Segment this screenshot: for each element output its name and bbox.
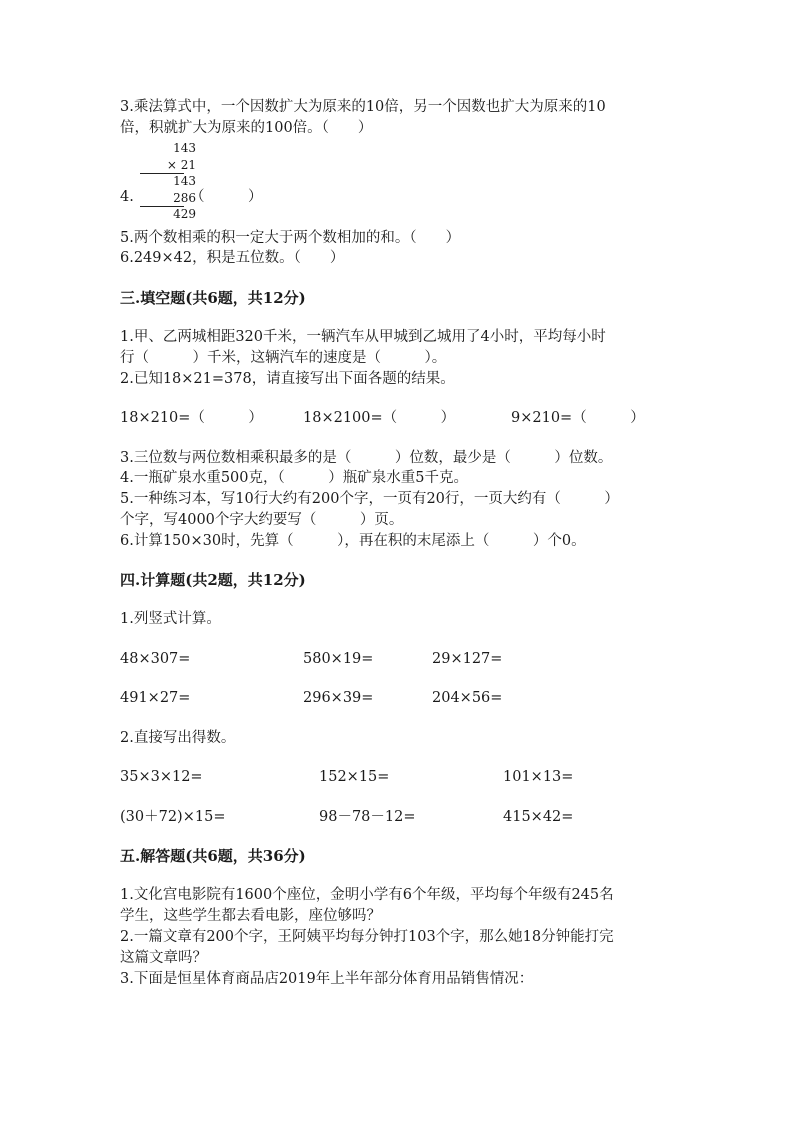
calc-q1-r2-c1: 491×27= <box>120 690 191 706</box>
judge-q6: 6.249×42，积是五位数。（ ） <box>120 250 345 266</box>
vertical-multiplier: × 21 <box>166 157 196 172</box>
calc-q1-r2-c3: 204×56= <box>432 690 503 706</box>
judge-q4-paren: （ ） <box>190 189 263 205</box>
judge-q3-line2: 倍，积就扩大为原来的100倍。（ ） <box>120 120 373 136</box>
calc-q2: 2.直接写出得数。 <box>120 730 236 746</box>
calc-q2-r1-c2: 152×15= <box>319 769 390 785</box>
judge-q4-number: 4. <box>120 189 134 205</box>
fill-q2-item-3: 9×210=（ ） <box>511 410 645 426</box>
vertical-result: 429 <box>173 207 196 221</box>
solve-q1-line1: 1.文化宫电影院有1600个座位，金明小学有6个年级，平均每个年级有245名 <box>120 887 614 903</box>
calc-q1-r1-c3: 29×127= <box>432 651 503 667</box>
section5-title: 五.解答题(共6题，共36分) <box>120 847 306 865</box>
fill-q2-item-1: 18×210=（ ） <box>120 410 263 426</box>
calc-q1-r1-c2: 580×19= <box>303 651 374 667</box>
solve-q2-line1: 2.一篇文章有200个字，王阿姨平均每分钟打103个字，那么她18分钟能打完 <box>120 929 614 945</box>
calc-q2-r2-c2: 98－78－12= <box>319 809 416 825</box>
calc-q1-r2-c2: 296×39= <box>303 690 374 706</box>
calc-q2-r2-c3: 415×42= <box>503 809 574 825</box>
calc-q1: 1.列竖式计算。 <box>120 611 221 627</box>
fill-q1-line1: 1.甲、乙两城相距320千米，一辆汽车从甲城到乙城用了4小时，平均每小时 <box>120 329 606 345</box>
solve-q2-line2: 这篇文章吗？ <box>120 950 207 966</box>
vertical-multiplicand: 143 <box>173 141 196 155</box>
fill-q5-line2: 个字，写4000个字大约要写（ ）页。 <box>120 512 404 528</box>
fill-q3: 3.三位数与两位数相乘积最多的是（ ）位数，最少是（ ）位数。 <box>120 450 613 466</box>
fill-q4: 4.一瓶矿泉水重500克，（ ）瓶矿泉水重5千克。 <box>120 470 468 486</box>
vertical-multiplication <box>136 140 196 223</box>
fill-q5-line1: 5.一种练习本，写10行大约有200个字，一页有20行，一页大约有（ ） <box>120 491 619 507</box>
calc-q2-r2-c1: (30＋72)×15= <box>120 809 226 825</box>
vertical-partial-1: 143 <box>173 174 196 188</box>
calc-q1-r1-c1: 48×307= <box>120 651 191 667</box>
section4-title: 四.计算题(共2题，共12分) <box>120 571 306 589</box>
judge-q3-line1: 3.乘法算式中，一个因数扩大为原来的10倍，另一个因数也扩大为原来的10 <box>120 99 606 115</box>
fill-q1-line2: 行（ ）千米，这辆汽车的速度是（ ）。 <box>120 350 447 366</box>
fill-q2-item-2: 18×2100=（ ） <box>303 410 456 426</box>
judge-q5: 5.两个数相乘的积一定大于两个数相加的和。（ ） <box>120 230 461 246</box>
solve-q3: 3.下面是恒星体育商品店2019年上半年部分体育用品销售情况： <box>120 971 534 987</box>
section3-title: 三.填空题(共6题，共12分) <box>120 289 306 307</box>
calc-q2-r1-c3: 101×13= <box>503 769 574 785</box>
fill-q2: 2.已知18×21=378，请直接写出下面各题的结果。 <box>120 371 455 387</box>
solve-q1-line2: 学生，这些学生都去看电影，座位够吗？ <box>120 908 381 924</box>
vertical-partial-2: 286 <box>173 190 196 205</box>
fill-q6: 6.计算150×30时，先算（ ），再在积的末尾添上（ ）个0。 <box>120 533 586 549</box>
calc-q2-r1-c1: 35×3×12= <box>120 769 203 785</box>
